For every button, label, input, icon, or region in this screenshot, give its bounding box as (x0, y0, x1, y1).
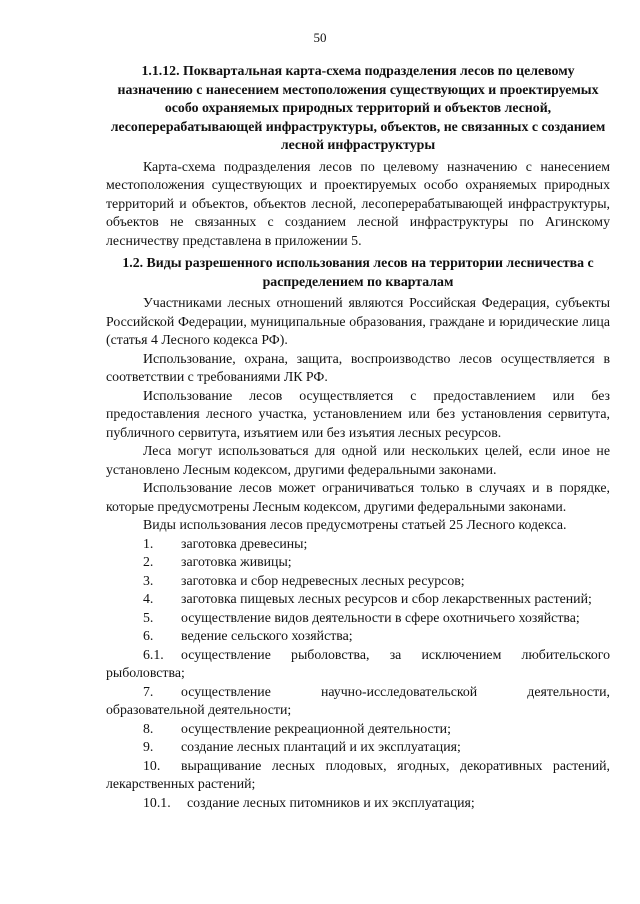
list-item (106, 627, 610, 646)
list-item-text: выращивание лесных плодовых, ягодных, декоративных растений, лекарственных растений; (106, 757, 610, 791)
list-item (106, 757, 610, 794)
list-item-number: 5. (143, 609, 154, 625)
paragraph-use-modes: Использование лесов осуществляется с предоставлением или без предоставления лесного участка, установлением или без установления сервитута, публичного сервитута, изъятием или без изъятия лесных ресурсов. (106, 387, 610, 440)
list-item-number: 1. (143, 535, 154, 551)
paragraph-purposes: Леса могут использоваться для одной или нескольких целей, если иное не установлено Лесным кодексом, другими федеральными законами. (106, 443, 610, 477)
paragraph-restrictions: Использование лесов может ограничиваться только в случаях и в порядке, которые предусмотрены Лесным кодексом, другими федеральными законами. (106, 480, 610, 514)
section-heading-1-1-12: 1.1.12. Поквартальная карта-схема подразделения лесов по целевому назначению с нанесением местоположения существующих и проектируемых особо охраняемых природных территорий и объектов лесной, лесоперерабатывающей инфраструктуры, объектов, не связанных с созданием лесной инфраструктуры (110, 63, 606, 152)
list-item-number: 10.1. (143, 794, 171, 810)
paragraph-participants: Участниками лесных отношений являются Российская Федерация, субъекты Российской Федерации, муниципальные образования, граждане и юридические лица (статья 4 Лесного кодекса РФ). (106, 295, 610, 347)
list-item-number: 9. (143, 739, 154, 754)
list-item-text: осуществление рекреационной деятельности; (181, 720, 451, 736)
list-item-number: 4. (143, 591, 154, 606)
list-item-number: 6.1. (143, 646, 164, 662)
list-item (106, 572, 610, 591)
list-item-number: 7. (143, 683, 154, 699)
list-item-text: заготовка живицы; (181, 554, 292, 569)
list-item-text: заготовка и сбор недревесных лесных ресурсов; (181, 572, 465, 588)
list-item-number: 2. (143, 554, 154, 569)
paragraph-use-protection: Использование, охрана, защита, воспроизводство лесов осуществляется в соответствии с требованиями ЛК РФ. (106, 350, 610, 384)
list-item-text: заготовка пищевых лесных ресурсов и сбор лекарственных растений; (181, 591, 592, 606)
paragraph-use-types: Виды использования лесов предусмотрены статьей 25 Лесного кодекса. (143, 517, 567, 532)
list-item-text: заготовка древесины; (181, 535, 308, 551)
list-item-number: 6. (143, 628, 154, 643)
list-item (106, 683, 610, 720)
list-item-text: создание лесных питомников и их эксплуатация; (187, 794, 475, 810)
section-heading-1-2: 1.2. Виды разрешенного использования лесов на территории лесничества с распределением по кварталам (122, 255, 594, 289)
list-item-text: ведение сельского хозяйства; (181, 628, 353, 643)
map-scheme-paragraph: Карта-схема подразделения лесов по целевому назначению с нанесением местоположения существующих и проектируемых особо охраняемых природных территорий и объектов, объектов лесной, лесоперерабатывающей инфраструктуры, объектов не связанных с созданием лесной инфраструктуры по Агинскому лесничеству представлена в приложении 5. (106, 158, 610, 248)
list-item (106, 738, 610, 757)
list-item-text: создание лесных плантаций и их эксплуатация; (181, 739, 461, 754)
list-item (106, 590, 610, 609)
list-item-number: 8. (143, 720, 154, 736)
list-item-number: 10. (143, 757, 161, 773)
list-item (106, 646, 610, 683)
document-body (106, 62, 610, 812)
list-item-text: осуществление научно-исследовательской деятельности, образовательной деятельности; (106, 683, 610, 717)
page-number: 50 (313, 30, 327, 45)
list-item (106, 609, 610, 628)
list-item-text: осуществление рыболовства, за исключением любительского рыболовства; (106, 646, 610, 680)
list-item (106, 535, 610, 554)
list-item (106, 553, 610, 572)
use-types-list (106, 535, 610, 813)
list-item-number: 3. (143, 572, 154, 588)
list-item (106, 720, 610, 739)
list-item-text: осуществление видов деятельности в сфере охотничьего хозяйства; (181, 609, 580, 625)
list-item (106, 794, 610, 813)
